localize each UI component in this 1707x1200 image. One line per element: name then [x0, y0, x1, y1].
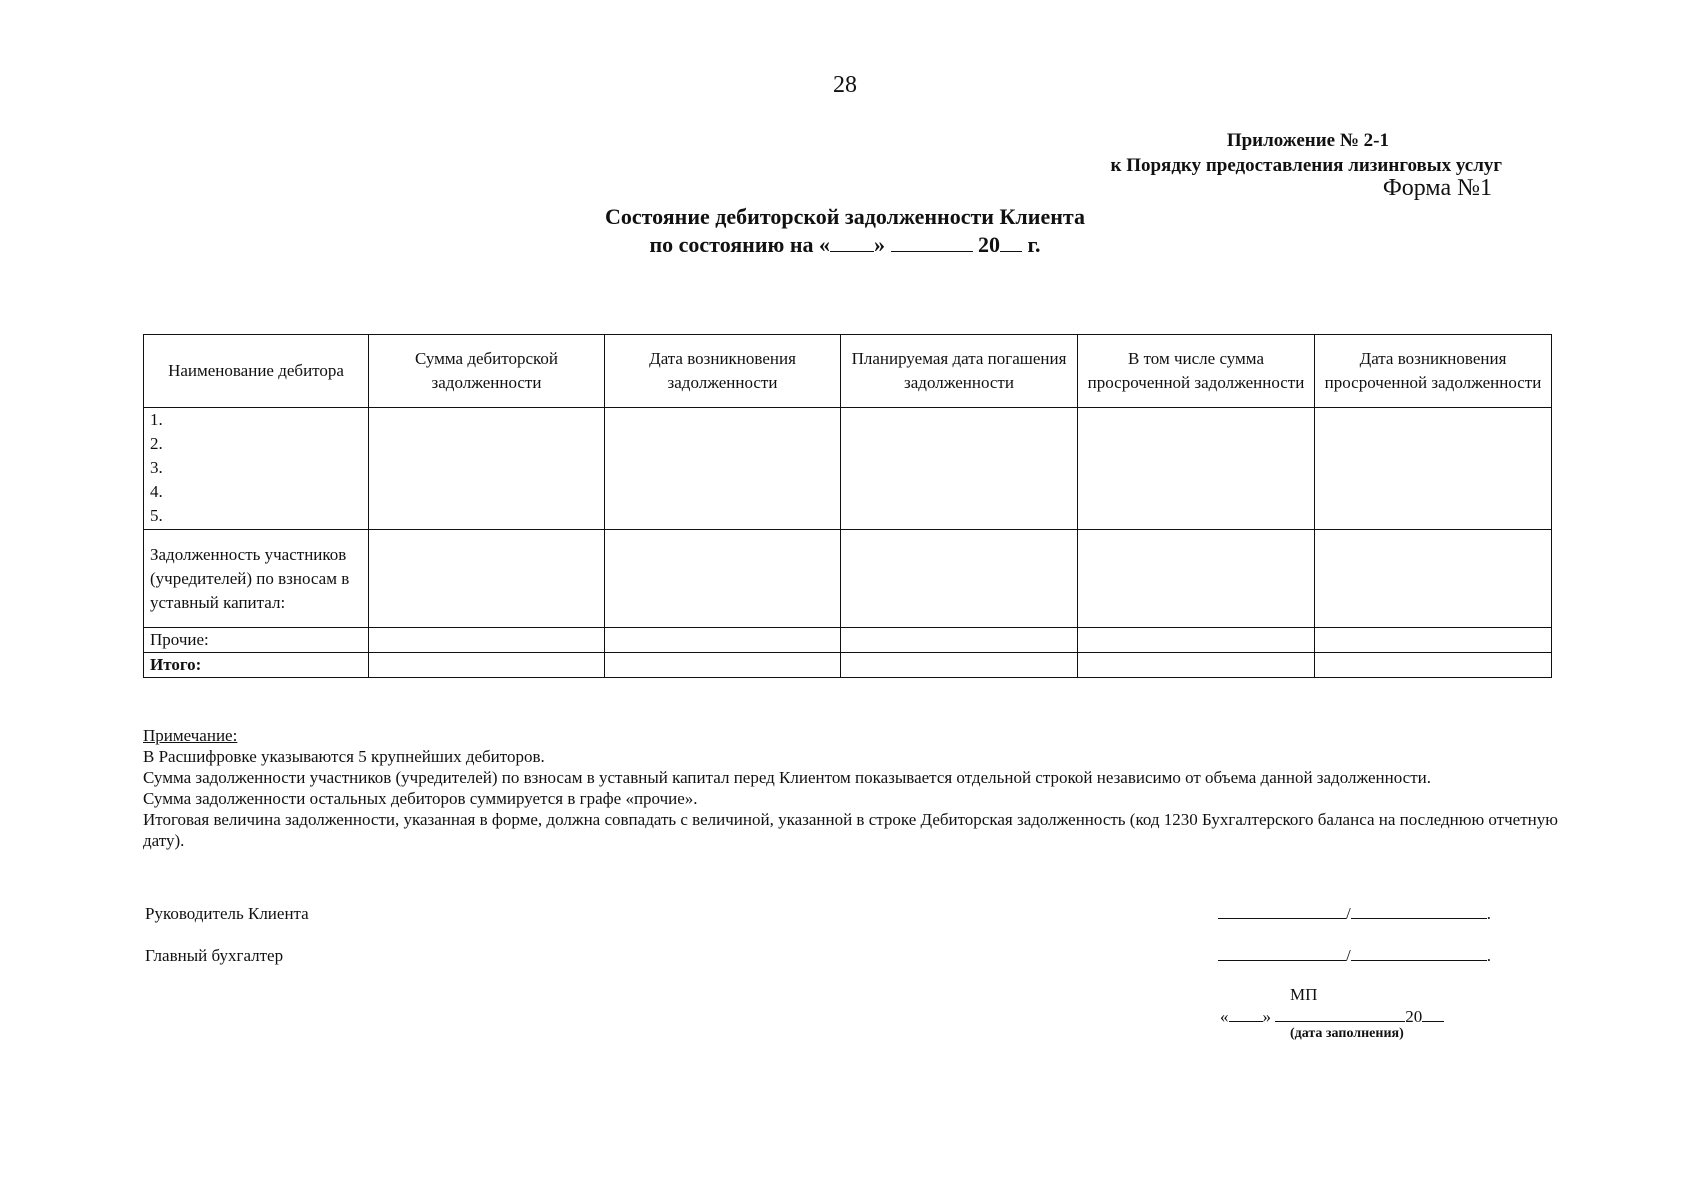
note-line: Сумма задолженности участников (учредителей) по взносам в уставный капитал перед Клиентом показывается отдельной строкой независимо от объема данной задолженности.: [143, 768, 1431, 787]
title-date-mid: »: [874, 232, 886, 257]
other-label: Прочие:: [144, 628, 369, 653]
month-blank: [891, 231, 973, 252]
signature-blank: [1218, 902, 1346, 919]
list-item: 1.: [150, 410, 163, 429]
title-line-2: [0, 231, 1690, 259]
header-debt-amount: Сумма дебиторской задолженности: [369, 335, 605, 408]
header-overdue-amount: В том числе сумма просроченной задолженности: [1078, 335, 1315, 408]
accountant-signature-line: [1218, 944, 1491, 966]
list-item: 4.: [150, 482, 163, 501]
signature-end: .: [1486, 946, 1491, 965]
signature-separator: /: [1346, 904, 1351, 923]
notes-section: [143, 725, 1583, 851]
signature-separator: /: [1346, 946, 1351, 965]
document-title: [0, 203, 1690, 259]
day-blank: [1229, 1005, 1263, 1022]
list-item: 3.: [150, 458, 163, 477]
table-row-participants: [144, 530, 1552, 628]
table-row-other: [144, 628, 1552, 653]
header-debtor-name: Наименование дебитора: [144, 335, 369, 408]
signature-end: .: [1486, 904, 1491, 923]
year-blank: [1422, 1005, 1444, 1022]
empty-cell: [1078, 628, 1315, 653]
header-debt-date: Дата возникновения задолженности: [605, 335, 841, 408]
day-blank: [830, 231, 874, 252]
name-blank: [1351, 902, 1487, 919]
title-year-suffix: г.: [1027, 232, 1041, 257]
month-blank: [1275, 1005, 1405, 1022]
empty-cell: [369, 628, 605, 653]
appendix-order: к Порядку предоставления лизинговых услуг: [1110, 155, 1502, 176]
notes-heading: Примечание:: [143, 726, 238, 745]
note-line: Сумма задолженности остальных дебиторов суммируется в графе «прочие».: [143, 789, 698, 808]
fill-date-caption: (дата заполнения): [1290, 1026, 1404, 1041]
title-year: 20: [978, 232, 1001, 257]
form-label: Форма №1: [1382, 175, 1492, 201]
empty-cell: [841, 628, 1078, 653]
table-header-row: [144, 335, 1552, 408]
empty-cell: [1315, 653, 1552, 678]
header-planned-repayment: Планируемая дата погашения задолженности: [841, 335, 1078, 408]
date-open-quote: «: [1220, 1007, 1229, 1026]
empty-cell: [1315, 530, 1552, 628]
empty-cell: [605, 653, 841, 678]
title-date-prefix: по состоянию на «: [649, 232, 831, 257]
note-line: Итоговая величина задолженности, указанная в форме, должна совпадать с величиной, указанной в строке Дебиторская задолженность (код 1230 Бухгалтерского баланса на последнюю отчетную дату).: [143, 810, 1558, 850]
page-number: 28: [833, 72, 857, 98]
title-line-1: Состояние дебиторской задолженности Клиента: [605, 204, 1085, 229]
empty-cell: [1078, 653, 1315, 678]
accountant-signature-label: Главный бухгалтер: [145, 946, 284, 965]
header-overdue-date: Дата возникновения просроченной задолженности: [1315, 335, 1552, 408]
date-close-quote: »: [1262, 1007, 1271, 1026]
date-year: 20: [1405, 1007, 1423, 1026]
empty-cell: [605, 408, 841, 530]
total-label: Итого:: [144, 653, 369, 678]
empty-cell: [1078, 530, 1315, 628]
empty-cell: [369, 530, 605, 628]
empty-cell: [1315, 408, 1552, 530]
empty-cell: [841, 530, 1078, 628]
note-line: В Расшифровке указываются 5 крупнейших дебиторов.: [143, 747, 545, 766]
empty-cell: [605, 530, 841, 628]
empty-cell: [841, 408, 1078, 530]
participants-label: Задолженность участников (учредителей) по взносам в уставный капитал:: [144, 530, 369, 628]
empty-cell: [605, 628, 841, 653]
year-blank: [1000, 231, 1022, 252]
appendix-number: Приложение № 2-1: [1226, 130, 1389, 151]
receivables-table: [143, 334, 1552, 678]
empty-cell: [1315, 628, 1552, 653]
empty-cell: [369, 653, 605, 678]
appendix-reference: [1111, 128, 1503, 178]
stamp-place-label: МП: [1290, 985, 1318, 1004]
empty-cell: [369, 408, 605, 530]
head-signature-line: [1218, 902, 1491, 924]
list-item: 2.: [150, 434, 163, 453]
empty-cell: [841, 653, 1078, 678]
name-blank: [1351, 944, 1487, 961]
debtor-numbers-cell: [144, 408, 369, 530]
head-signature-label: Руководитель Клиента: [145, 904, 309, 923]
fill-date-line: [1220, 1005, 1444, 1027]
empty-cell: [1078, 408, 1315, 530]
list-item: 5.: [150, 506, 163, 525]
table-row-total: [144, 653, 1552, 678]
table-row-debtors: [144, 408, 1552, 530]
signature-blank: [1218, 944, 1346, 961]
